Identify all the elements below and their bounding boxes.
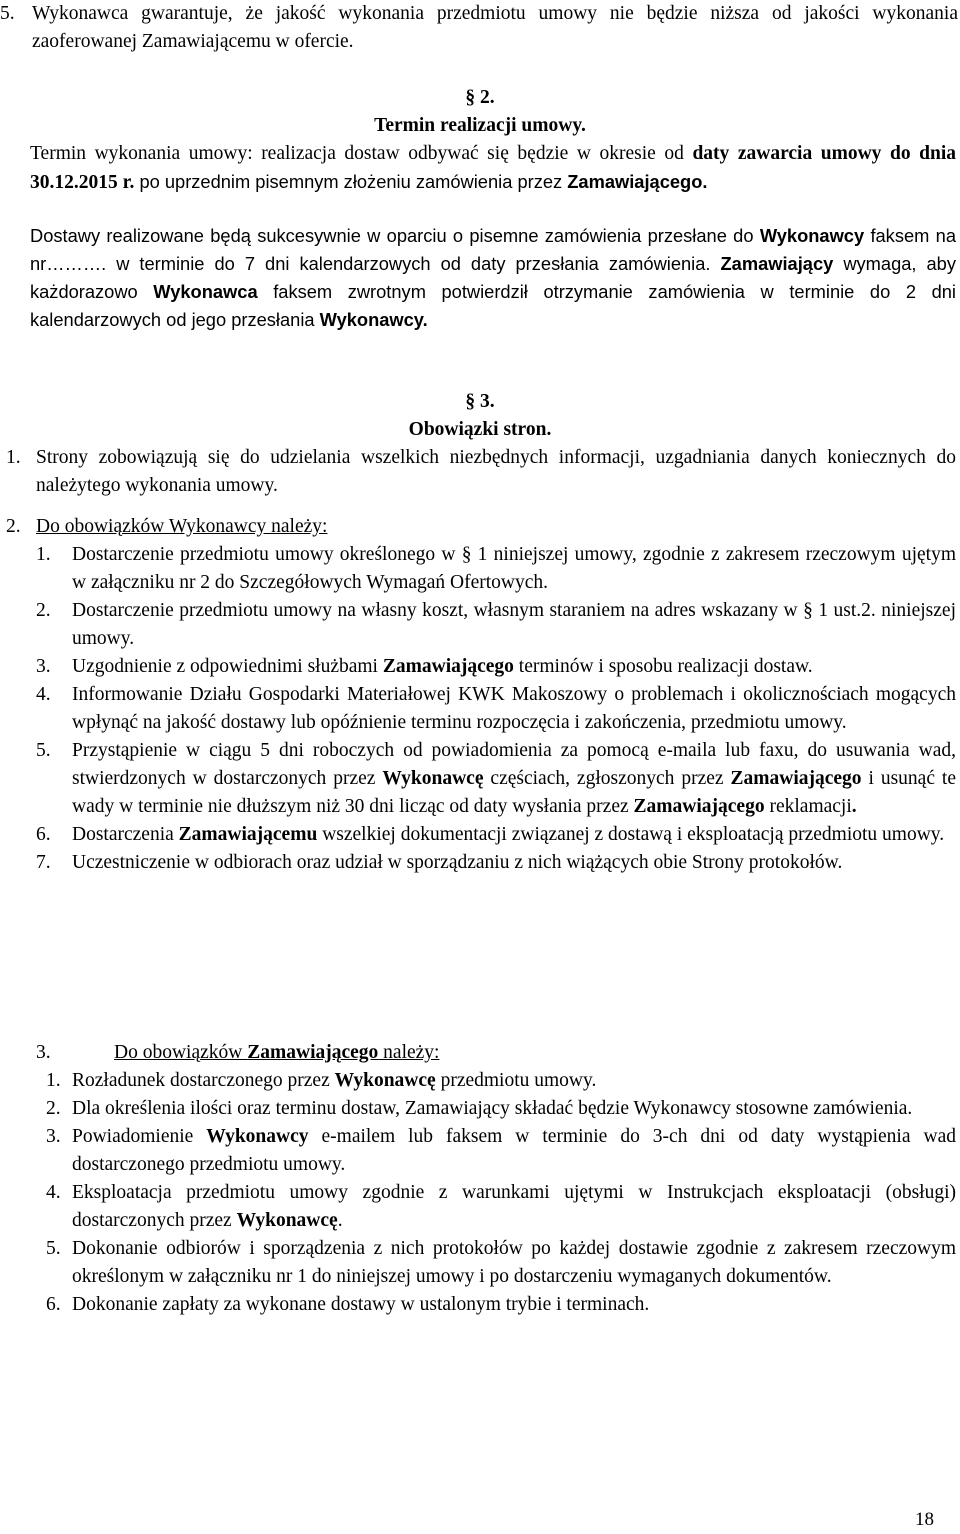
list-text: Rozładunek dostarczonego przez	[72, 1070, 335, 1091]
list-text: e-mailem lub faksem w terminie do 3-ch dni od daty wystąpienia wad dostarczonego przedmiotu umowy.	[72, 1126, 956, 1175]
list-number: 2.	[6, 516, 21, 537]
section-3-heading	[0, 388, 960, 444]
list-text: Informowanie Działu Gospodarki Materiałowej KWK Makoszowy o problemach i okolicznościach mogących wpłynąć na jakość dostawy lub opóźnienie terminu rozpoczęcia i zakończenia, przedmiotu umowy.	[72, 684, 956, 733]
list-text: Dostarczenie przedmiotu umowy określonego w § 1 niniejszej umowy, zgodnie z zakresem rzeczowym ujętym w załączniku nr 2 do Szczegółowych Wymagań Ofertowych.	[72, 544, 956, 593]
list-number: 1.	[36, 544, 51, 565]
zamawiajacy-obligations-list	[46, 1067, 956, 1319]
text-span: Termin wykonania umowy: realizacja dostaw odbywać się będzie w okresie od	[30, 143, 693, 164]
list-text-bold: Wykonawcę	[334, 1070, 436, 1091]
list-text: Przystąpienie w ciągu 5 dni roboczych od powiadomienia za pomocą e-maila lub faxu, do usuwania wad, stwierdzonych w dostarczonych przez	[72, 740, 956, 789]
list-text: Uczestniczenie w odbiorach oraz udział w sporządzaniu z nich wiążących obie Strony protokołów.	[72, 852, 843, 873]
list-text: Dokonanie odbiorów i sporządzenia z nich protokołów po każdej dostawie zgodnie z zakresem rzeczowym określonym w załączniku nr 1 do niniejszej umowy i po dostarczeniu wymaganych dokumentów.	[72, 1238, 956, 1287]
list-text-bold: Wykonawcy	[206, 1126, 309, 1147]
heading-text: należy:	[378, 1042, 440, 1063]
list-item	[46, 1291, 956, 1319]
text-span: faksem zwrotnym potwierdził otrzymanie zamówienia w terminie do 2 dni kalendarzowych od jego przesłania	[30, 281, 956, 330]
top-item-text: Wykonawca gwarantuje, że jakość wykonania przedmiotu umowy nie będzie niższa od jakości wykonania zaoferowanej Zamawiającemu w ofercie.	[32, 3, 958, 52]
list-item	[46, 1235, 956, 1291]
list-text-bold: .	[851, 796, 857, 817]
list-text: Eksploatacja przedmiotu umowy zgodnie z warunkami ujętymi w Instrukcjach eksploatacji (obsługi) dostarczonych przez	[72, 1182, 956, 1231]
heading-text: Do obowiązków	[114, 1042, 248, 1063]
top-list-item	[0, 0, 958, 56]
list-number: 3.	[46, 1126, 61, 1147]
section-2-number: § 2.	[465, 87, 495, 108]
text-span: faksem na nr………. w terminie do 7 dni kalendarzowych od daty przesłania zamówienia.	[30, 225, 956, 274]
page-number: 18	[915, 1509, 934, 1530]
list-item	[46, 1179, 956, 1235]
list-text: .	[337, 1210, 343, 1231]
list-text: Dostarczenie przedmiotu umowy na własny koszt, własnym staraniem na adres wskazany w § 1 ust.2. niniejszej umowy.	[72, 600, 956, 649]
list-number: 5.	[46, 1238, 61, 1259]
list-number: 2.	[46, 1098, 61, 1119]
list-number: 3.	[36, 656, 51, 677]
text-span-bold: daty zawarcia umowy do dnia 30.12.2015 r.	[30, 143, 957, 193]
list-text: reklamacji	[764, 796, 852, 817]
list-text-bold: Wykonawcę	[382, 768, 484, 789]
list-number: 7.	[36, 852, 51, 873]
list-text-bold: Zamawiającego	[633, 796, 765, 817]
list-item	[46, 1123, 956, 1179]
list-item	[36, 653, 956, 681]
list-text: Powiadomienie	[72, 1126, 207, 1147]
list-number: 4.	[36, 684, 51, 705]
list-text: Dostarczenia	[72, 824, 179, 845]
list-text: częściach, zgłoszonych przez	[483, 768, 731, 789]
list-number: 4.	[46, 1182, 61, 1203]
list-item	[36, 821, 956, 849]
list-item	[36, 681, 956, 737]
top-item-number: 5.	[0, 3, 15, 24]
list-text-bold: Zamawiającego	[382, 656, 514, 677]
list-number: 3.	[36, 1042, 51, 1063]
list-text: terminów i sposobu realizacji dostaw.	[513, 656, 813, 677]
heading-text-bold: Zamawiającego	[247, 1042, 379, 1063]
list-number: 2.	[36, 600, 51, 621]
list-text-bold: Zamawiającemu	[178, 824, 318, 845]
list-number: 1.	[6, 447, 21, 468]
list-number: 6.	[36, 824, 51, 845]
text-span-bold: Zamawiającego.	[567, 171, 708, 192]
section-2-heading	[0, 84, 960, 140]
list-item	[36, 849, 956, 877]
obligations-item-2	[6, 513, 956, 541]
list-text: wszelkiej dokumentacji związanej z dostawą i eksploatacją przedmiotu umowy.	[317, 824, 945, 845]
wykonawca-obligations-list	[36, 541, 956, 877]
list-item	[36, 541, 956, 597]
text-span: po uprzednim pisemnym złożeniu zamówienia przez	[134, 171, 568, 192]
list-text: Dokonanie zapłaty za wykonane dostawy w ustalonym trybie i terminach.	[72, 1294, 650, 1315]
text-span-bold: Wykonawcy	[759, 225, 865, 246]
section-2-paragraph-2	[30, 222, 956, 334]
list-text: Uzgodnienie z odpowiednimi służbami	[72, 656, 383, 677]
list-text: Strony zobowiązują się do udzielania wszelkich niezbędnych informacji, uzgadniania danych koniecznych do należytego wykonania umowy.	[36, 447, 956, 496]
text-span-bold: Wykonawca	[153, 281, 258, 302]
zamawiajacy-obligations-heading	[114, 1042, 439, 1063]
section-2-paragraph-1	[30, 140, 956, 197]
list-text: Dla określenia ilości oraz terminu dostaw, Zamawiający składać będzie Wykonawcy stosowne zamówienia.	[72, 1098, 913, 1119]
list-text: przedmiotu umowy.	[435, 1070, 597, 1091]
list-text: i usunąć te wady w terminie nie dłuższym niż 30 dni licząc od daty wysłania przez	[72, 768, 956, 817]
list-item	[36, 597, 956, 653]
wykonawca-obligations-heading: Do obowiązków Wykonawcy należy:	[36, 516, 328, 537]
list-number: 1.	[46, 1070, 61, 1091]
text-span: wymaga, aby każdorazowo	[30, 253, 956, 302]
text-span: Dostawy realizowane będą sukcesywnie w oparciu o pisemne zamówienia przesłane do	[30, 225, 760, 246]
list-item	[46, 1095, 956, 1123]
obligations-item-3	[36, 1039, 956, 1067]
list-number: 6.	[46, 1294, 61, 1315]
text-span-bold: Zamawiający	[720, 253, 834, 274]
list-item	[46, 1067, 956, 1095]
list-number: 5.	[36, 740, 51, 761]
list-text-bold: Zamawiającego	[730, 768, 862, 789]
section-2-title: Termin realizacji umowy.	[374, 115, 586, 136]
list-text-bold: Wykonawcę	[236, 1210, 338, 1231]
list-item	[36, 737, 956, 821]
section-3-number: § 3.	[465, 391, 495, 412]
obligations-item-1	[6, 444, 956, 500]
section-3-title: Obowiązki stron.	[408, 419, 552, 440]
text-span-bold: Wykonawcy.	[319, 309, 428, 330]
